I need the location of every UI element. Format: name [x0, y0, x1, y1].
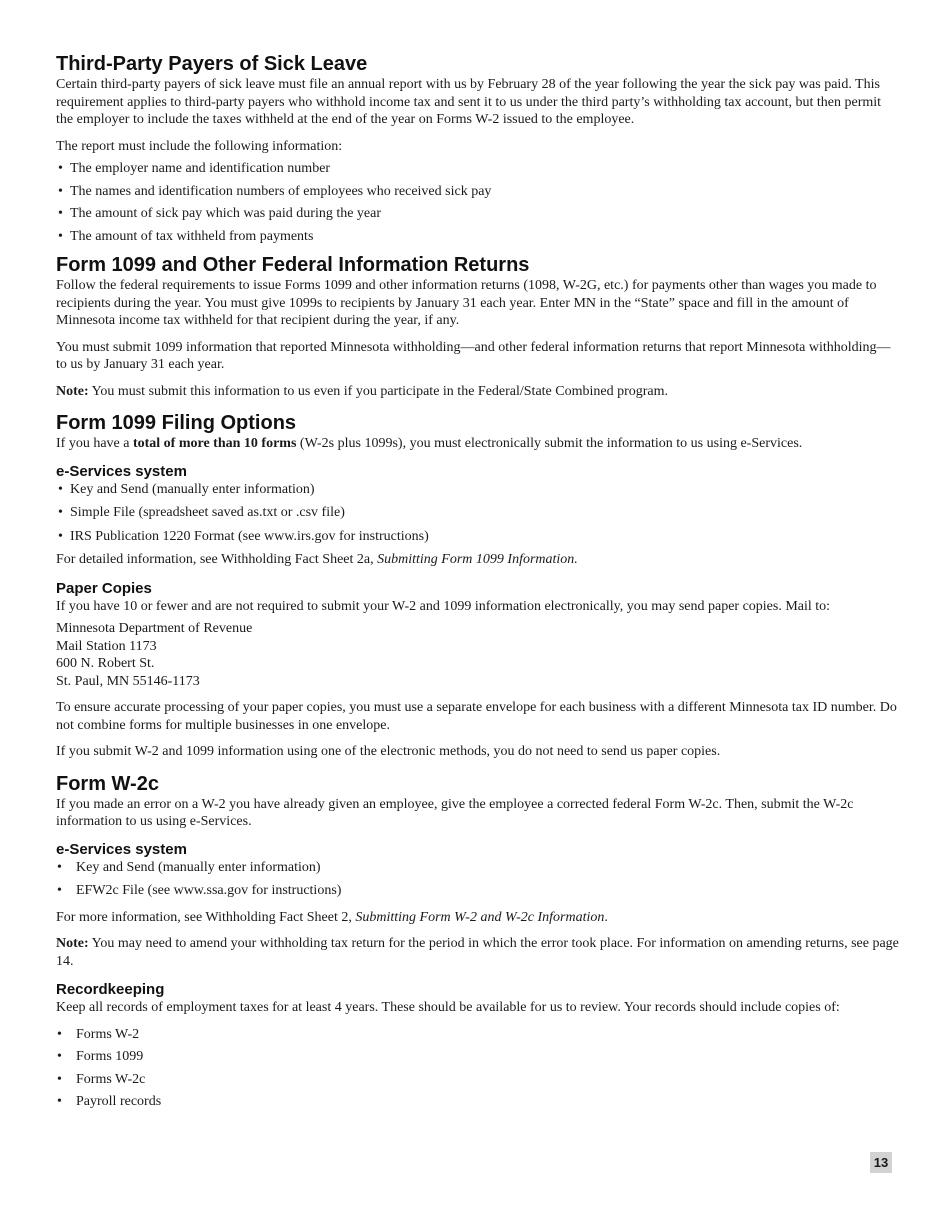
note-text: You may need to amend your withholding tax return for the period in which the error took place. For information on amending returns, see page 14. [56, 936, 899, 969]
section-form-w2c [56, 772, 900, 1111]
page-number: 13 [870, 1152, 892, 1173]
text-segment: . [604, 909, 608, 925]
section-sick-leave [56, 52, 900, 245]
note-label: Note: [56, 936, 89, 951]
text-segment: For detailed information, see Withholding Fact Sheet 2a, [56, 552, 378, 567]
list-item: • Simple File (spreadsheet saved as.txt or .csv file) [56, 504, 900, 522]
text-segment: For more information, see Withholding Fact Sheet 2, [56, 909, 356, 925]
address-line: 600 N. Robert St. [56, 656, 155, 671]
address-line: Minnesota Department of Revenue [56, 621, 253, 636]
list-item: • EFW2c File (see www.ssa.gov for instructions) [56, 882, 900, 900]
address-line: Mail Station 1173 [56, 638, 157, 654]
list-item: • The amount of tax withheld from payments [56, 228, 900, 246]
text-bold-segment: total of more than 10 forms [132, 436, 297, 451]
heading-filing-options: Form 1099 Filing Options [56, 412, 297, 434]
paragraph-paper-copies: If you have 10 or fewer and are not required to submit your W-2 and 1099 information electronically, you may send paper copies. Mail to: [56, 598, 831, 614]
list-item: • The employer name and identification number [56, 160, 900, 178]
list-report-info [56, 160, 900, 245]
heading-form-1099: Form 1099 and Other Federal Information Returns [56, 254, 530, 276]
paragraph-sick-leave-intro: Certain third-party payers of sick leave must file an annual report with us by February 28 of the year following the year the sick pay was paid. This requirement applies to third-party payers who withhold income tax and sent it to us under the third party’s withholding tax account, but then permit the employer to include the taxes withheld at the end of the year on Forms W-2 issued to the employee. [56, 77, 882, 127]
section-form-1099 [56, 253, 900, 400]
list-item: • Payroll records [56, 1093, 900, 1111]
note-label: Note: [56, 383, 89, 399]
list-records [56, 1026, 900, 1111]
list-item: • IRS Publication 1220 Format (see www.irs.gov for instructions) [56, 528, 900, 546]
list-item: • Key and Send (manually enter information) [56, 481, 900, 499]
paragraph-filing-intro [56, 435, 900, 453]
text-italic-segment: Submitting Form 1099 Information. [377, 552, 578, 567]
paragraph-form-1099-2: You must submit 1099 information that reported Minnesota withholding—and other federal information returns that report Minnesota withholding—to us by January 31 each year. [56, 339, 891, 372]
list-item: • Forms W-2c [56, 1071, 900, 1089]
note-form-1099 [56, 383, 900, 401]
address-line: St. Paul, MN 55146-1173 [56, 673, 200, 689]
heading-form-w2c: Form W-2c [56, 772, 159, 795]
list-item: • The names and identification numbers of employees who received sick pay [56, 183, 900, 201]
mailing-address [56, 620, 900, 690]
list-item: • The amount of sick pay which was paid during the year [56, 205, 900, 223]
paragraph-envelope: To ensure accurate processing of your paper copies, you must use a separate envelope for each business with a different Minnesota tax ID number. Do not combine forms for multiple businesses in one envelope. [56, 700, 897, 733]
list-item: • Forms W-2 [56, 1026, 900, 1044]
subheading-paper-copies: Paper Copies [56, 579, 152, 597]
section-filing-options [56, 411, 900, 761]
paragraph-w2c-more-info [56, 909, 900, 927]
note-text: You must submit this information to us even if you participate in the Federal/State Combined program. [88, 383, 669, 399]
paragraph-w2c-intro: If you made an error on a W-2 you have already given an employee, give the employee a corrected federal Form W-2c. Then, submit the W-2c information to us using e-Services. [56, 796, 854, 829]
subheading-eservices-w2c: e-Services system [56, 840, 187, 858]
text-segment: If you have a [56, 436, 133, 451]
text-italic-segment: Submitting Form W-2 and W-2c Information [355, 909, 605, 925]
text-segment: (W-2s plus 1099s), you must electronically submit the information to us using e-Services. [296, 436, 803, 451]
subheading-eservices-1099: e-Services system [56, 462, 187, 480]
paragraph-recordkeeping: Keep all records of employment taxes for at least 4 years. These should be available for us to review. Your records should include copies of: [56, 1000, 840, 1015]
heading-sick-leave: Third-Party Payers of Sick Leave [56, 53, 368, 75]
paragraph-detail-info [56, 551, 900, 569]
paragraph-form-1099-1: Follow the federal requirements to issue Forms 1099 and other information returns (1098, W-2G, etc.) for payments other than wages you made to recipients during the year. You must give 1099s to recipients by January 31 each year. Enter MN in the “State” space and fill in the amount of Minnesota income tax withheld for that recipient during the year, if any. [56, 278, 877, 328]
paragraph-report-intro: The report must include the following information: [56, 138, 343, 154]
list-eservices-1099 [56, 481, 900, 546]
paragraph-electronic-methods: If you submit W-2 and 1099 information using one of the electronic methods, you do not need to send us paper copies. [56, 744, 721, 759]
list-eservices-w2c [56, 859, 900, 900]
list-item: • Key and Send (manually enter information) [56, 859, 900, 877]
subheading-recordkeeping: Recordkeeping [56, 981, 165, 998]
note-w2c [56, 935, 900, 970]
list-item: • Forms 1099 [56, 1048, 900, 1066]
